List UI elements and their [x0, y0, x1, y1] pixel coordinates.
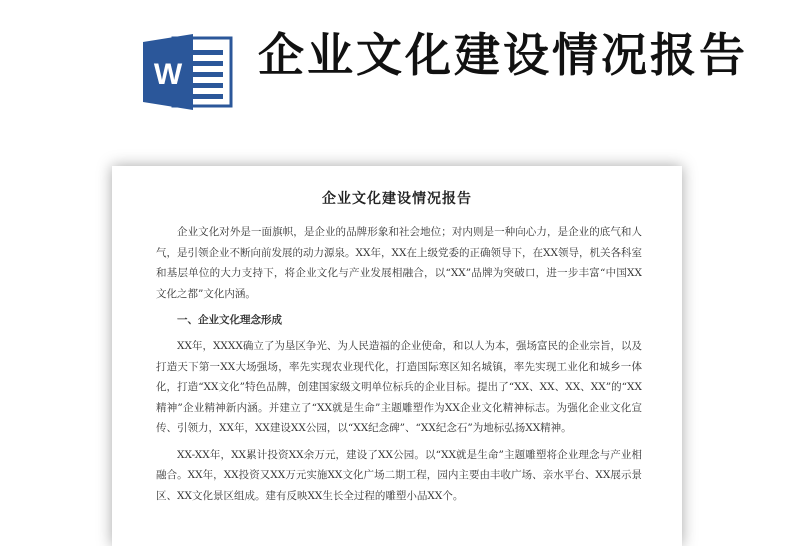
document-body [156, 222, 642, 512]
word-icon [143, 34, 235, 110]
document-title: 企业文化建设情况报告 [322, 191, 472, 207]
document-page [112, 166, 682, 546]
paragraph-section1-1: XX年，XXXX确立了为垦区争光、为人民造福的企业使命，和以人为本，强场富民的企业宗旨，以及打造天下第一XX大场强场，率先实现农业现代化，打造国际寒区知名城镇，率先实现工业化和城乡一体化，打造“XX文化”特色品牌，创建国家级文明单位标兵的企业目标。提出了“XX、XX、XX、XX”的“XX精神”企业精神新内涵。并建立了“XX就是生命”主题雕塑作为XX企业文化精神标志。为强化企业文化宣传、引领力，XX年，XX建设XX公园，以“XX纪念碑”、“XX纪念石”为地标弘扬XX精神。 [156, 340, 642, 434]
paragraph-intro: 企业文化对外是一面旗帜，是企业的品牌形象和社会地位；对内则是一种向心力，是企业的底气和人气，是引领企业不断向前发展的动力源泉。XX年，XX在上级党委的正确领导下，在XX领导，机关各科室和基层单位的大力支持下，将企业文化与产业发展相融合，以“XX”品牌为突破口，进一步丰富“中国XX文化之都”文化内涵。 [156, 226, 642, 300]
section-heading-1: 一、企业文化理念形成 [177, 314, 282, 326]
banner-title: 企业文化建设情况报告 [258, 28, 748, 82]
paragraph-section1-2: XX-XX年，XX累计投资XX余万元，建设了XX公园。以“XX就是生命”主题雕塑将企业理念与产业相融合。XX年，XX投资又XX万元实施XX文化广场二期工程，园内主要由丰收广场、亲水平台、XX展示景区、XX文化景区组成。建有反映XX生长全过程的雕塑小品XX个。 [156, 448, 642, 502]
word-icon-letter: W [153, 58, 183, 91]
